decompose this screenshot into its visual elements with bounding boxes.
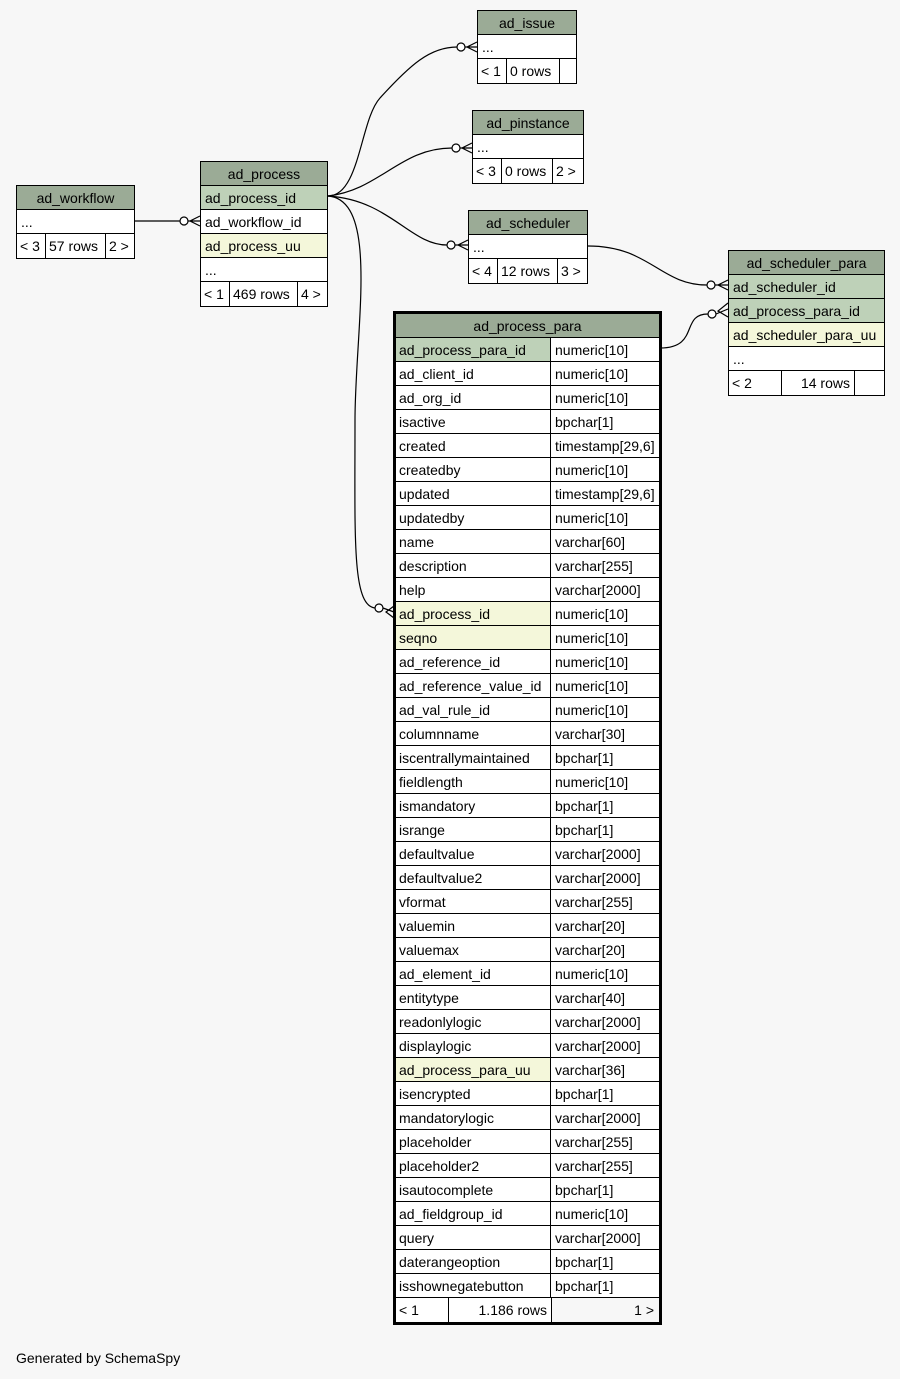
table-footer	[469, 259, 587, 283]
column-row	[396, 482, 659, 506]
column-type: varchar[2000]	[551, 1010, 659, 1033]
table-ad-pinstance[interactable]	[472, 110, 584, 184]
column-name: ad_element_id	[396, 962, 551, 985]
column-name: displaylogic	[396, 1034, 551, 1057]
more-columns: ...	[478, 35, 576, 59]
column-indexed: ad_scheduler_para_uu	[729, 323, 884, 347]
more-columns: ...	[469, 235, 587, 259]
more-columns: ...	[473, 135, 583, 159]
column-name: ad_process_para_id	[396, 338, 551, 361]
parents-link[interactable]: < 2	[729, 371, 782, 395]
column-type: numeric[10]	[551, 506, 659, 529]
column-name: query	[396, 1226, 551, 1249]
column-row	[396, 1226, 659, 1250]
table-ad-scheduler[interactable]	[468, 210, 588, 284]
column-primary-key: ad_process_para_id	[729, 299, 884, 323]
row-count: 14 rows	[782, 371, 855, 395]
column-name: created	[396, 434, 551, 457]
column-type: bpchar[1]	[551, 1250, 659, 1273]
column-primary-key: ad_process_id	[201, 186, 327, 210]
column-type: varchar[255]	[551, 1130, 659, 1153]
column-type: varchar[40]	[551, 986, 659, 1009]
column-name: isencrypted	[396, 1082, 551, 1105]
column-type: bpchar[1]	[551, 1178, 659, 1201]
column-row	[396, 1010, 659, 1034]
column-primary-key: ad_scheduler_id	[729, 275, 884, 299]
column-row	[396, 386, 659, 410]
table-footer	[17, 234, 134, 258]
column-name: readonlylogic	[396, 1010, 551, 1033]
column-type: varchar[255]	[551, 890, 659, 913]
column-name: updated	[396, 482, 551, 505]
column-row	[396, 1274, 659, 1298]
column-type: varchar[2000]	[551, 842, 659, 865]
column-type: varchar[60]	[551, 530, 659, 553]
table-title[interactable]: ad_process_para	[396, 314, 659, 338]
column-name: ad_process_para_uu	[396, 1058, 551, 1081]
column-name: ad_process_id	[396, 602, 551, 625]
column-name: description	[396, 554, 551, 577]
table-footer	[396, 1298, 659, 1322]
column-name: isactive	[396, 410, 551, 433]
column-row	[396, 338, 659, 362]
column-type: numeric[10]	[551, 626, 659, 649]
column-row	[396, 866, 659, 890]
children-link[interactable]: 2 >	[109, 238, 129, 254]
children-link[interactable]: 1 >	[552, 1298, 659, 1322]
column-type: varchar[2000]	[551, 1034, 659, 1057]
column-row	[396, 602, 659, 626]
parents-link[interactable]: < 1	[478, 59, 507, 83]
column-foreign-key: ad_workflow_id	[201, 210, 327, 234]
column-indexed: ad_process_uu	[201, 234, 327, 258]
edge-processpara-schedulerpara	[660, 314, 708, 348]
column-row	[396, 794, 659, 818]
column-type: numeric[10]	[551, 362, 659, 385]
column-name: help	[396, 578, 551, 601]
row-count: 12 rows	[498, 259, 558, 283]
row-count: 0 rows	[502, 159, 553, 183]
parents-link[interactable]: < 3	[17, 234, 46, 258]
column-row	[396, 458, 659, 482]
column-name: defaultvalue	[396, 842, 551, 865]
column-type: bpchar[1]	[551, 1082, 659, 1105]
children-link[interactable]: 2 >	[556, 163, 576, 179]
children-link[interactable]	[560, 59, 576, 83]
column-name: ad_client_id	[396, 362, 551, 385]
column-name: updatedby	[396, 506, 551, 529]
column-row	[396, 1106, 659, 1130]
column-type: varchar[2000]	[551, 578, 659, 601]
column-row	[396, 770, 659, 794]
parents-link[interactable]: < 1	[201, 282, 230, 306]
column-row	[396, 962, 659, 986]
table-ad-process[interactable]	[200, 161, 328, 307]
column-row	[396, 554, 659, 578]
table-ad-scheduler-para[interactable]	[728, 250, 885, 396]
generator-credit: Generated by SchemaSpy	[16, 1350, 181, 1366]
column-row	[396, 938, 659, 962]
column-list	[396, 338, 659, 1298]
column-row	[396, 674, 659, 698]
column-name: defaultvalue2	[396, 866, 551, 889]
column-row	[396, 1154, 659, 1178]
column-name: vformat	[396, 890, 551, 913]
column-type: bpchar[1]	[551, 1274, 659, 1297]
column-type: bpchar[1]	[551, 818, 659, 841]
column-name: ad_reference_value_id	[396, 674, 551, 697]
column-type: varchar[36]	[551, 1058, 659, 1081]
row-count: 0 rows	[507, 59, 560, 83]
table-title[interactable]: ad_scheduler	[469, 211, 587, 235]
row-count: 469 rows	[230, 282, 298, 306]
column-name: isautocomplete	[396, 1178, 551, 1201]
column-name: valuemax	[396, 938, 551, 961]
column-row	[396, 650, 659, 674]
column-name: ad_org_id	[396, 386, 551, 409]
column-row	[396, 818, 659, 842]
column-name: createdby	[396, 458, 551, 481]
column-row	[396, 626, 659, 650]
column-name: columnname	[396, 722, 551, 745]
column-row	[396, 434, 659, 458]
column-name: ad_reference_id	[396, 650, 551, 673]
column-row	[396, 1250, 659, 1274]
edge-process-processpara	[328, 196, 375, 608]
column-name: name	[396, 530, 551, 553]
column-row	[396, 1202, 659, 1226]
more-columns: ...	[201, 258, 327, 282]
column-name: placeholder	[396, 1130, 551, 1153]
column-type: bpchar[1]	[551, 410, 659, 433]
column-type: varchar[2000]	[551, 1106, 659, 1129]
table-footer	[201, 282, 327, 306]
column-type: varchar[2000]	[551, 866, 659, 889]
column-type: varchar[255]	[551, 1154, 659, 1177]
children-link[interactable]: 3 >	[561, 263, 581, 279]
column-row	[396, 506, 659, 530]
column-type: numeric[10]	[551, 1202, 659, 1225]
column-type: numeric[10]	[551, 338, 659, 361]
more-columns: ...	[17, 210, 134, 234]
column-name: isrange	[396, 818, 551, 841]
column-name: placeholder2	[396, 1154, 551, 1177]
row-count: 1.186 rows	[449, 1298, 552, 1322]
table-ad-issue[interactable]	[477, 10, 577, 84]
column-row	[396, 698, 659, 722]
more-columns: ...	[729, 347, 884, 371]
column-row	[396, 362, 659, 386]
column-row	[396, 530, 659, 554]
children-link[interactable]: 4 >	[301, 286, 321, 302]
column-name: ad_val_rule_id	[396, 698, 551, 721]
table-title[interactable]: ad_process	[201, 162, 327, 186]
column-type: numeric[10]	[551, 770, 659, 793]
table-footer	[729, 371, 884, 395]
table-title[interactable]: ad_pinstance	[473, 111, 583, 135]
column-row	[396, 1082, 659, 1106]
column-row	[396, 746, 659, 770]
column-type: varchar[30]	[551, 722, 659, 745]
column-row	[396, 722, 659, 746]
column-type: numeric[10]	[551, 602, 659, 625]
column-name: ad_fieldgroup_id	[396, 1202, 551, 1225]
column-row	[396, 578, 659, 602]
column-name: mandatorylogic	[396, 1106, 551, 1129]
edge-process-pinstance	[328, 148, 452, 196]
parents-link[interactable]: < 1	[396, 1298, 449, 1322]
column-type: varchar[2000]	[551, 1226, 659, 1249]
column-name: iscentrallymaintained	[396, 746, 551, 769]
column-row	[396, 1130, 659, 1154]
column-type: timestamp[29,6]	[551, 482, 659, 505]
column-type: numeric[10]	[551, 650, 659, 673]
table-footer	[478, 59, 576, 83]
row-count: 57 rows	[46, 234, 106, 258]
parents-link[interactable]: < 3	[473, 159, 502, 183]
column-name: isshownegatebutton	[396, 1274, 551, 1297]
column-row	[396, 986, 659, 1010]
column-name: valuemin	[396, 914, 551, 937]
column-name: entitytype	[396, 986, 551, 1009]
children-link[interactable]	[855, 371, 884, 395]
table-footer	[473, 159, 583, 183]
table-title[interactable]: ad_issue	[478, 11, 576, 35]
column-row	[396, 1058, 659, 1082]
column-type: timestamp[29,6]	[551, 434, 659, 457]
column-type: numeric[10]	[551, 674, 659, 697]
table-ad-workflow[interactable]	[16, 185, 135, 259]
column-type: bpchar[1]	[551, 746, 659, 769]
column-type: numeric[10]	[551, 962, 659, 985]
column-name: seqno	[396, 626, 551, 649]
parents-link[interactable]: < 4	[469, 259, 498, 283]
column-type: numeric[10]	[551, 698, 659, 721]
table-title[interactable]: ad_scheduler_para	[729, 251, 884, 275]
column-type: varchar[20]	[551, 914, 659, 937]
column-row	[396, 410, 659, 434]
column-name: daterangeoption	[396, 1250, 551, 1273]
table-ad-process-para[interactable]	[393, 311, 662, 1325]
column-type: bpchar[1]	[551, 794, 659, 817]
column-type: numeric[10]	[551, 458, 659, 481]
column-row	[396, 842, 659, 866]
column-row	[396, 890, 659, 914]
edge-process-scheduler	[328, 196, 447, 245]
column-name: ismandatory	[396, 794, 551, 817]
column-row	[396, 914, 659, 938]
table-title[interactable]: ad_workflow	[17, 186, 134, 210]
column-name: fieldlength	[396, 770, 551, 793]
column-type: numeric[10]	[551, 386, 659, 409]
column-row	[396, 1034, 659, 1058]
column-type: varchar[20]	[551, 938, 659, 961]
edge-scheduler-schedulerpara	[588, 246, 707, 285]
edge-process-issue	[328, 47, 457, 196]
column-row	[396, 1178, 659, 1202]
column-type: varchar[255]	[551, 554, 659, 577]
